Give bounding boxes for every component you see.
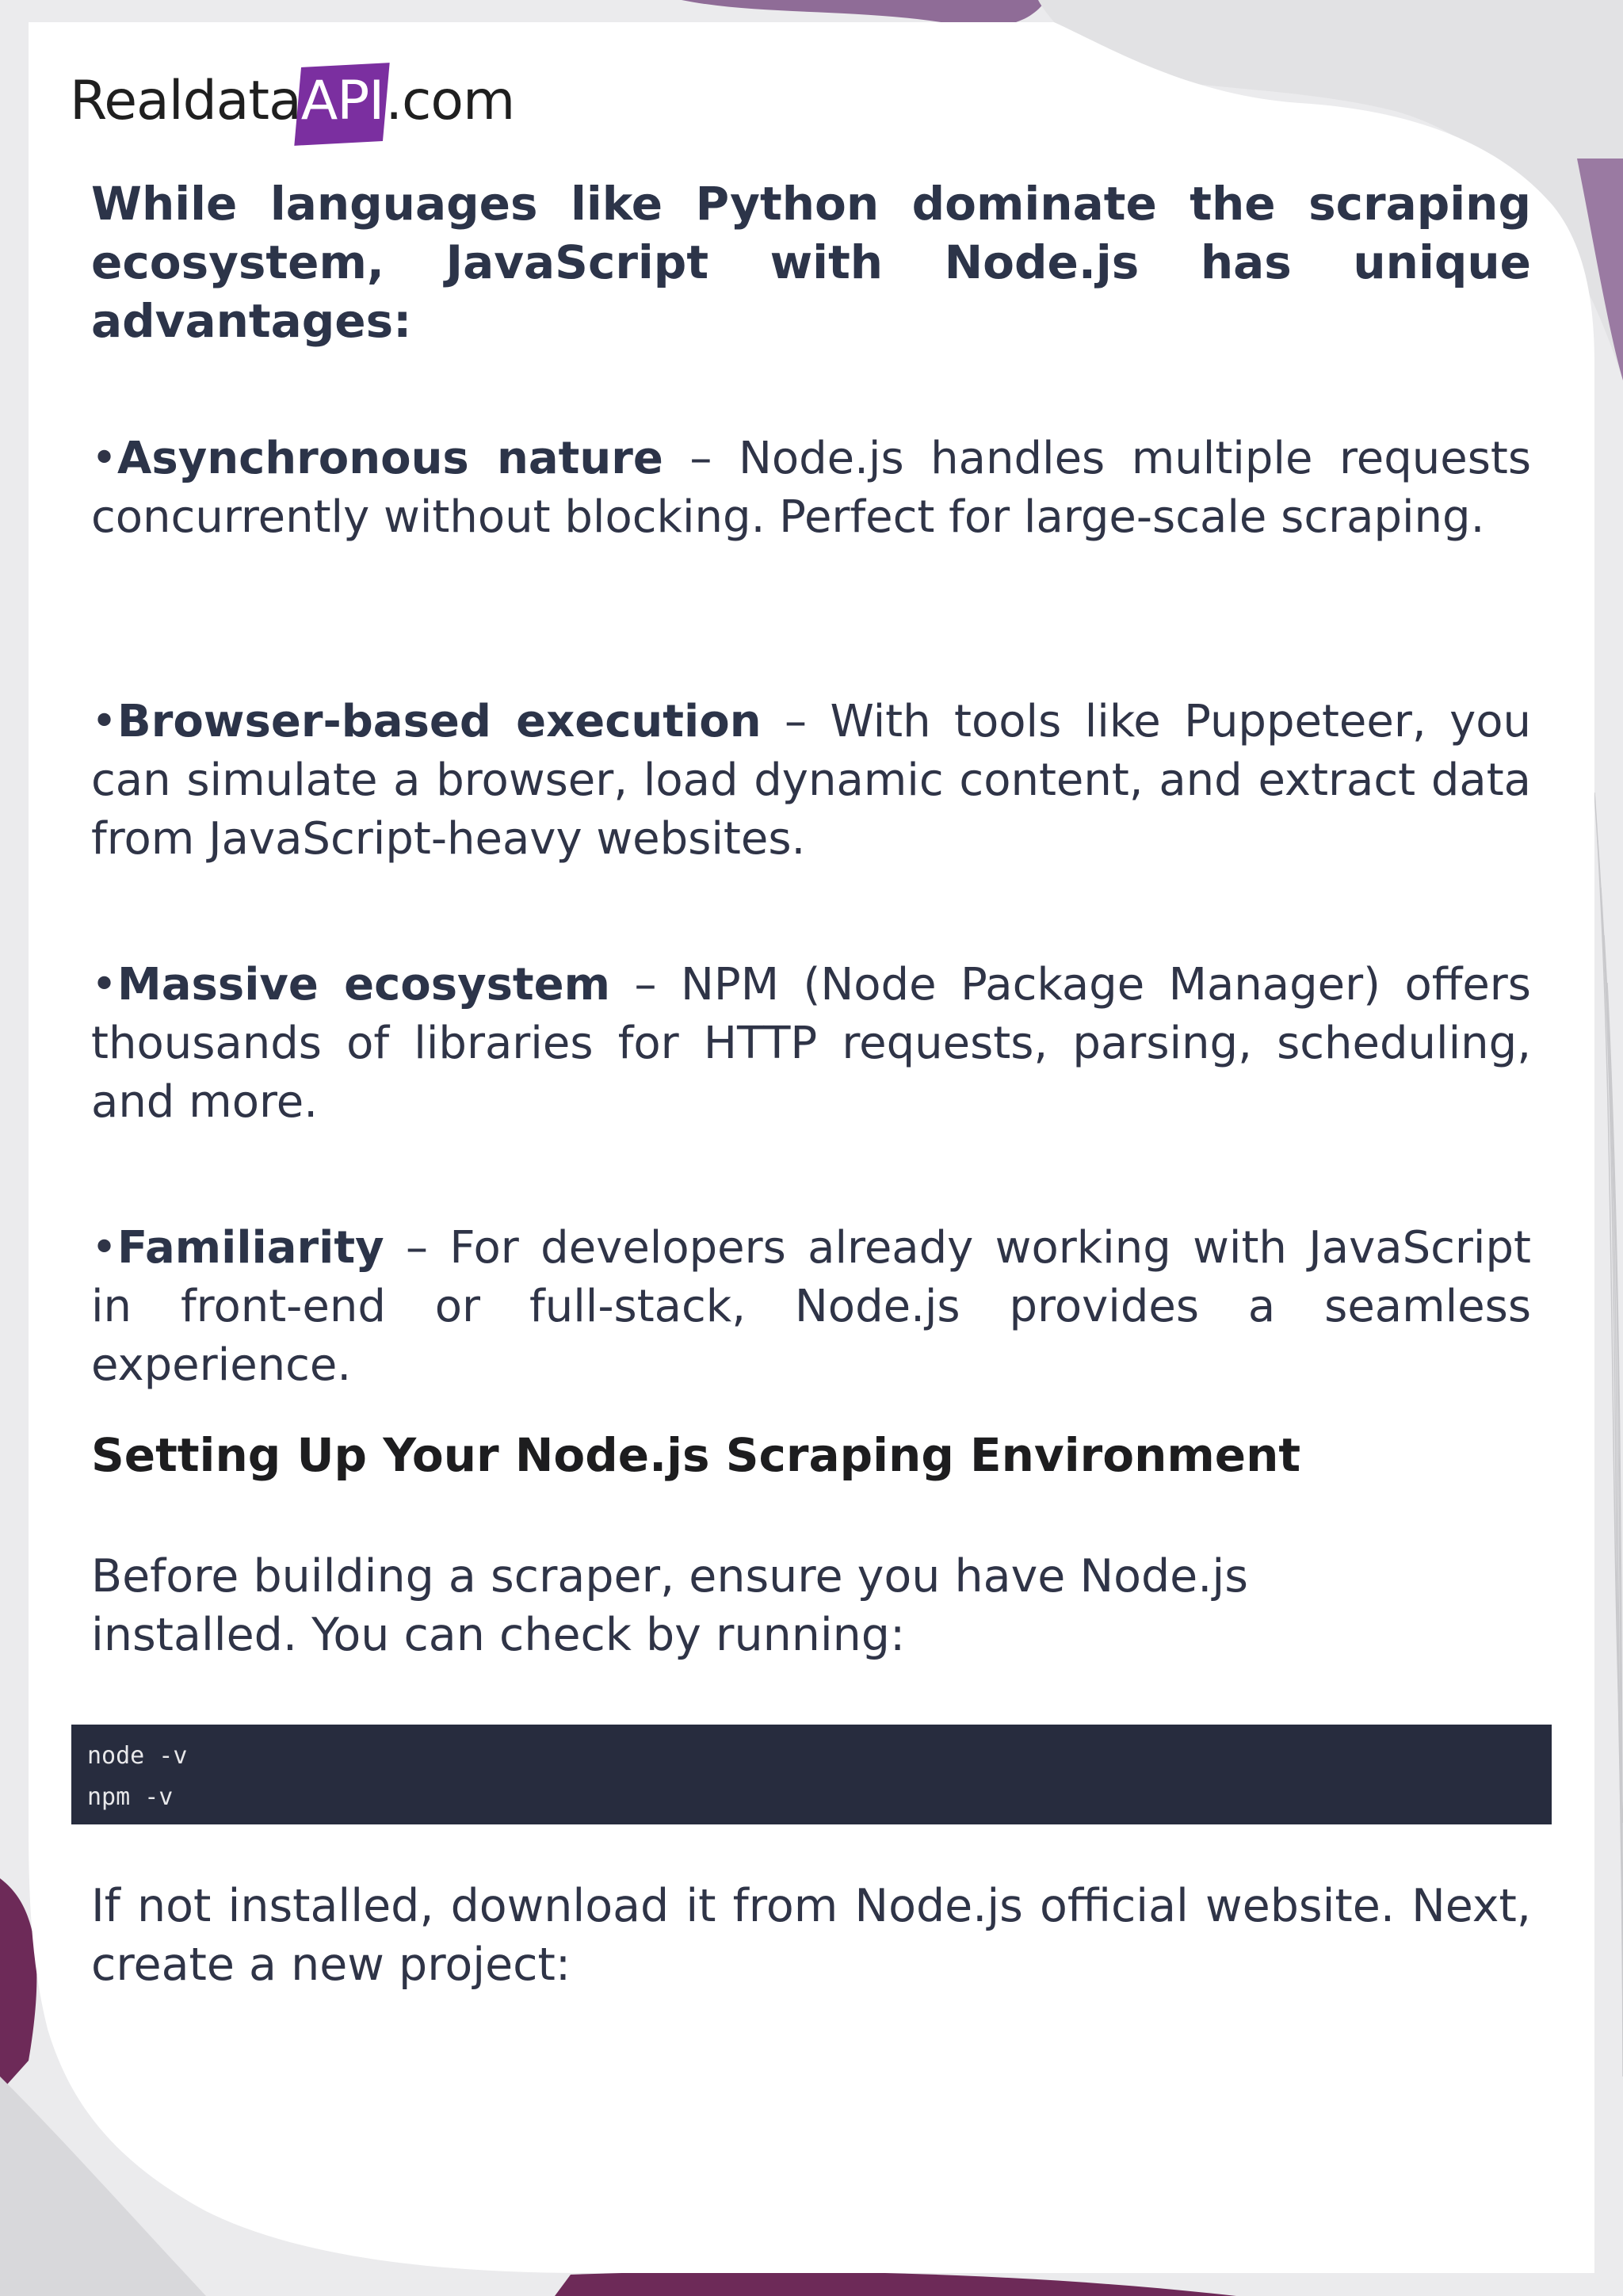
code-line: node -v [87,1742,188,1770]
code-block [71,1725,1552,1824]
bullet-term: Asynchronous nature [117,433,663,484]
setup-paragraph: Before building a scraper, ensure you have Node.js installed. You can check by running: [91,1550,1248,1661]
bullet-marker: • [91,696,118,747]
closing-paragraph: If not installed, download it from Node.js official website. Next, create a new project: [91,1880,1531,1991]
logo-text-realdata: Realdata [70,70,301,132]
bullet-familiarity [91,1219,1531,1395]
section-heading: Setting Up Your Node.js Scraping Environment [91,1428,1301,1482]
bullet-ecosystem [91,956,1531,1132]
bullet-text: – With tools like Puppeteer, you can simulate a browser, load dynamic content, and extract data from JavaScript-heavy websites. [91,696,1531,865]
brand-logo [70,70,514,149]
bullet-browser-based [91,693,1531,869]
bullet-marker: • [91,959,118,1010]
bullet-asynchronous [91,430,1531,547]
bullet-term: Massive ecosystem [117,959,611,1010]
logo-text-com: .com [385,70,515,132]
bullet-term: Familiarity [117,1222,384,1274]
bullet-term: Browser-based execution [117,696,762,747]
bullet-text: – NPM (Node Package Manager) offers thousands of libraries for HTTP requests, parsing, scheduling, and more. [91,959,1531,1128]
intro-paragraph: While languages like Python dominate the scraping ecosystem, JavaScript with Node.js has unique advantages: [91,177,1531,348]
code-line: npm -v [87,1783,174,1811]
logo-text-api: API [296,70,389,132]
bullet-marker: • [91,433,118,484]
bullet-text: – For developers already working with JavaScript in front-end or full-stack, Node.js provides a seamless experience. [91,1222,1531,1391]
bullet-marker: • [91,1222,118,1274]
bullet-text: – Node.js handles multiple requests concurrently without blocking. Perfect for large-scale scraping. [91,433,1531,543]
